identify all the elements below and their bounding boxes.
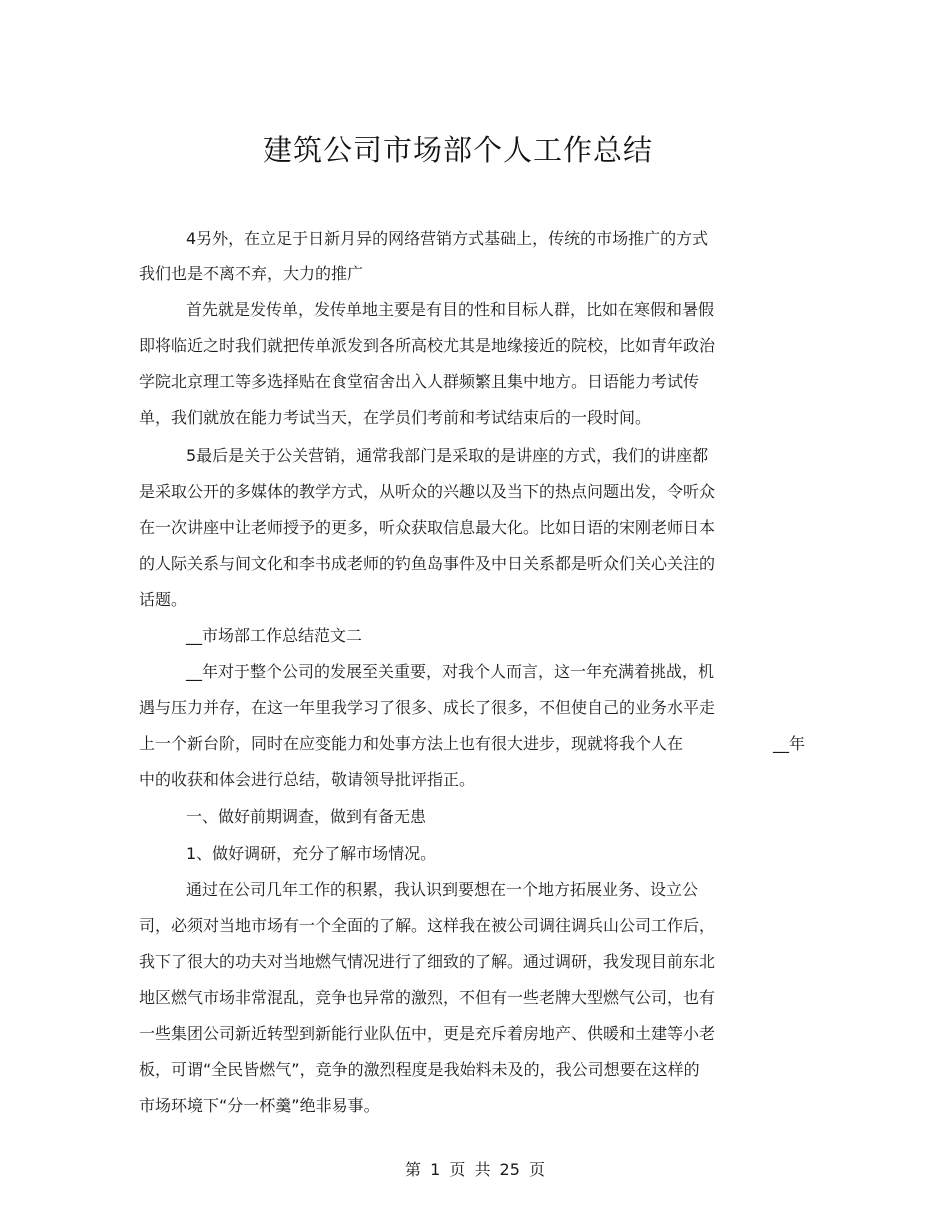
paragraph-line: 市场环境下“分一杯羹”绝非易事。 (139, 1096, 380, 1115)
paragraph-line: 话题。 (139, 590, 188, 609)
document-title: 建筑公司市场部个人工作总结 (262, 133, 653, 167)
paragraph-line-tail: __年 (773, 734, 806, 753)
paragraph-line: 司，必须对当地市场有一个全面的了解。这样我在被公司调往调兵山公司工作后， (139, 916, 716, 935)
page-footer: 第 1 页 共 25 页 (405, 1160, 545, 1179)
paragraph-line: 首先就是发传单，发传单地主要是有目的性和目标人群，比如在寒假和暑假 (186, 300, 715, 319)
paragraph-line: 单，我们就放在能力考试当天，在学员们考前和考试结束后的一段时间。 (139, 408, 652, 427)
section-heading: __市场部工作总结范文二 (186, 626, 363, 645)
section-heading: 一、做好前期调查，做到有备无患 (186, 807, 427, 826)
paragraph-line: 我们也是不离不弃，大力的推广 (139, 264, 364, 283)
paragraph-line: 上一个新台阶，同时在应变能力和处事方法上也有很大进步，现就将我个人在 (139, 734, 684, 753)
paragraph-line: 中的收获和体会进行总结，敬请领导批评指正。 (139, 770, 476, 789)
paragraph-line: 5最后是关于公关营销，通常我部门是采取的是讲座的方式，我们的讲座都 (186, 446, 709, 465)
paragraph-line: 板，可谓“全民皆燃气”，竞争的激烈程度是我始料未及的，我公司想要在这样的 (139, 1060, 700, 1079)
paragraph-line: 即将临近之时我们就把传单派发到各所高校尤其是地缘接近的院校，比如青年政治 (139, 336, 716, 355)
paragraph-line: 遇与压力并存，在这一年里我学习了很多、成长了很多，不但使自己的业务水平走 (139, 698, 716, 717)
paragraph-line: 4另外，在立足于日新月异的网络营销方式基础上，传统的市场推广的方式 (186, 229, 709, 248)
paragraph-line: __年对于整个公司的发展至关重要，对我个人而言，这一年充满着挑战，机 (186, 662, 715, 681)
paragraph-line: 地区燃气市场非常混乱，竞争也异常的激烈，不但有一些老牌大型燃气公司，也有 (139, 988, 716, 1007)
paragraph-line: 通过在公司几年工作的积累，我认识到要想在一个地方拓展业务、设立公 (186, 880, 699, 899)
paragraph-line: 是采取公开的多媒体的教学方式，从听众的兴趣以及当下的热点问题出发，令听众 (139, 482, 716, 501)
paragraph-line: 我下了很大的功夫对当地燃气情况进行了细致的了解。通过调研，我发现目前东北 (139, 952, 716, 971)
subsection-heading: 1、做好调研，充分了解市场情况。 (186, 844, 437, 863)
paragraph-line: 一些集团公司新近转型到新能行业队伍中，更是充斥着房地产、供暖和土建等小老 (139, 1024, 716, 1043)
paragraph-line: 的人际关系与间文化和李书成老师的钓鱼岛事件及中日关系都是听众们关心关注的 (139, 554, 716, 573)
paragraph-line: 学院北京理工等多选择贴在食堂宿舍出入人群频繁且集中地方。日语能力考试传 (139, 372, 700, 391)
paragraph-line: 在一次讲座中让老师授予的更多，听众获取信息最大化。比如日语的宋刚老师日本 (139, 518, 716, 537)
